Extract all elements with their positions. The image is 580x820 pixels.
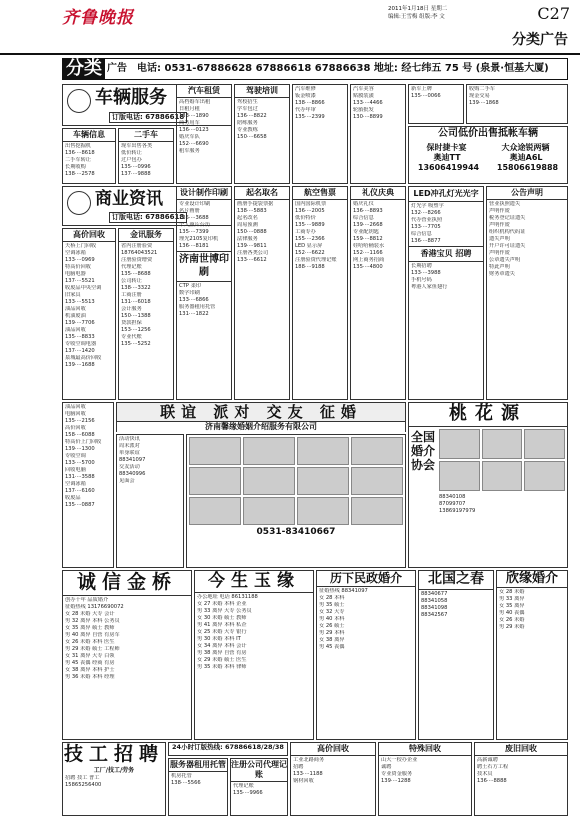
services-text: 婚庆礼仪 136····8893 综合信息 139····2668 专业配钥匙 159····8812 娃哈哈桶装水 152····1166 网上商务招商 135····4800: [353, 201, 385, 270]
company-heading: 公告声明: [487, 187, 567, 200]
car-icon: [67, 89, 91, 113]
editor-credit: 编辑:王雪梅 组版:李 文: [388, 14, 445, 20]
section-title: 分类广告: [512, 32, 568, 48]
page-number: C27: [537, 4, 570, 23]
happy-text: 女 28 未婚 男 33 离异 女 35 离异 男 40 丧偶 女 26 未婚 男 29 未婚: [499, 589, 525, 631]
air-ticket-col: [292, 186, 348, 400]
masthead: [0, 0, 580, 55]
north-title: 北国之春: [419, 571, 493, 590]
car-rental-col: [176, 84, 232, 184]
profile-photo: [189, 497, 241, 525]
profile-photo: [439, 461, 480, 491]
vehicle-misc-text-3: 新车上牌 135····0066: [411, 86, 441, 99]
vehicle-misc-text-1: 汽车维修 钣金喷漆 138····8866 代办年审 135····2399: [295, 86, 325, 120]
happy-col: [496, 570, 568, 740]
north-text: 88340677 88341058 88341098 88342567: [421, 590, 448, 618]
recycle-text: 天桥上门回收 空调冰箱 133····0969 特高价回收 电脑电器 137····5521 收废品中央空调 旧家具 133····5513 油品回收 机油废油 139····7706 油品回收 135····8833 专收空调电器 137····1420 泉城最高价回收 139····1688: [65, 243, 102, 368]
job-col-4-title: 特殊回收: [379, 743, 471, 756]
profile-photo: [243, 467, 295, 495]
dating-profiles: [186, 434, 406, 568]
issue-date: 2011年1月18日 星期二: [388, 6, 448, 12]
water-ad-title: 香港宝贝 招聘: [409, 246, 483, 262]
job-col-2-text: 代理记账 135····9966: [233, 783, 263, 796]
dating-left-col: [62, 402, 114, 568]
profile-photo: [351, 437, 403, 465]
print-text: 专业设计印刷 名片画册 135····3688 个人照片台历 135····7399 理光2105复印机 136····8181: [179, 201, 219, 249]
dating-title: 联谊 派对 交友 征婚: [160, 403, 362, 421]
car-rental-heading: 汽车租赁: [177, 85, 231, 98]
profile-photo: [297, 437, 349, 465]
vehicle-misc-col-1: [292, 84, 348, 184]
jobs-header-box: [62, 742, 166, 816]
profile-photo: [482, 461, 523, 491]
vehicle-info-col: [62, 128, 116, 184]
profile-photo: [243, 437, 295, 465]
car-sale-model-d: 奥迪A6L: [509, 152, 543, 162]
job-col-2: [230, 758, 288, 816]
vehicle-misc-col-3: [408, 84, 464, 124]
xinjin-col: [62, 570, 192, 740]
naming-col: [234, 186, 290, 400]
jobs-text: 招聘 技工 普工 15865256400: [65, 775, 102, 789]
globe-icon: [67, 191, 91, 215]
naming-heading: 起名取名: [235, 187, 289, 200]
peach-text: 88340108 87099707 13869197979: [439, 493, 476, 514]
job-col-5-title: 废旧回收: [475, 743, 567, 756]
job-col-2-title: 注册公司代理记账: [231, 759, 287, 782]
job-col-4-text: 山大一校办企业 诚聘 专业资金服务 139····1288: [381, 757, 418, 784]
peach-title: 桃花源: [409, 403, 567, 427]
company-text: 营业执照遗失 声明作废 税务登记证遗失 声明作废 组织机构代码证 遗失声明 开户许可证遗失 声明作废 公章遗失声明 特此声明 财务章遗失: [489, 201, 526, 277]
dating-activity-col: [116, 434, 184, 568]
car-sale-phone-b: 15806619888: [496, 162, 559, 172]
water-ad-text: 长期招聘 133····3988 手机号码 粤港人家鱼翅行: [411, 263, 448, 290]
newspaper-logo: 齐鲁晚报: [62, 8, 134, 28]
profile-photo: [439, 429, 480, 459]
driving-heading: 驾驶培训: [235, 85, 289, 98]
happy-title: 欣缘婚介: [497, 571, 567, 588]
jobs-sub: 工厂/技工/劳务: [93, 766, 135, 774]
air-ticket-heading: 航空售票: [293, 187, 347, 200]
car-sale-title: 公司低价出售抵帐车辆: [438, 128, 538, 139]
jobs-hotline: [168, 742, 288, 756]
recycle-col: [62, 228, 116, 400]
job-col-1-text: 机房托管 138····5566: [171, 773, 201, 786]
job-col-3-text: 工业北路商务 招聘 133····1188 钢材回收: [293, 757, 325, 784]
finance-col: [118, 228, 174, 400]
profile-photo: [297, 467, 349, 495]
services-col: [350, 186, 406, 400]
banner-contact-info: 电话: 0531-67886628 67886618 67886638 地址: 经七纬五 75 号 (泉景·恒基大厦): [137, 62, 549, 74]
profile-photo: [524, 429, 565, 459]
job-col-5-text: 高薪诚聘 聘土石方工程 技术员 136····8888: [477, 757, 509, 784]
dating-banner: [116, 402, 406, 422]
print-col: [176, 186, 232, 400]
profile-photo: [243, 497, 295, 525]
xinjin-text: 创办十年 品质婚介 征婚热线 13176690072 女 28 未婚 大专 会计 男 32 离异 本科 公务员 女 35 离异 硕士 教师 男 40 离异 自营 有房车 女 26 未婚 本科 医生 男 29 未婚 硕士 工程师 女 31 离异 大专 白领 男 45 丧偶 经商 有房 女 38 离异 本科 护士 男 36 未婚 本科 经理: [65, 596, 124, 680]
used-car-text: 现车出售各类 低价转让 过户包办 135····0996 137····9888: [121, 143, 153, 177]
used-car-col: [118, 128, 174, 184]
banner-title-small: 广告: [107, 62, 127, 74]
job-col-1-title: 服务器租用托管: [169, 759, 227, 772]
car-sale-model-b: 大众途锐两辆: [501, 142, 550, 152]
profile-photo: [297, 497, 349, 525]
print-ad-title: 济南世博印刷: [177, 251, 231, 282]
profile-photo: [189, 467, 241, 495]
dating-left-text: 油品回收 电脑回收 135····2156 高价回收 158····6088 特高价上门回收 139····1300 专收空调 133····5700 回收电脑 131····3588 空调冰箱 137····6160 收废品 135····0887: [65, 404, 102, 508]
print-heading: 设计制作印刷: [177, 187, 231, 200]
job-col-3: [290, 742, 376, 816]
life-title: 今生玉缘: [195, 571, 313, 593]
dating-activity-text: 活动快讯 周末派对 单身联谊 88341097 交友活动 88340996 见面会: [119, 436, 146, 484]
jobs-hotline-text: 24小时订版热线: 67886618/28/38: [172, 743, 284, 751]
job-col-1: [168, 758, 228, 816]
banner-title-big: 分类: [63, 59, 105, 79]
life-col: [194, 570, 314, 740]
xinjin-title: 诚信金桥: [63, 571, 191, 596]
profile-photo: [351, 467, 403, 495]
job-col-5: [474, 742, 568, 816]
recycle-heading: 高价回收: [63, 229, 115, 242]
profile-photo: [351, 497, 403, 525]
air-ticket-text: 国内国际机票 136····2005 低价特价 135····9889 工商专办 155····2366 LED 显示屏 152····6622 注册验资代理记账 188····9188: [295, 201, 337, 270]
finance-heading: 金讯服务: [119, 229, 173, 242]
vehicle-info-text: 出售挖掘机 136····8618 二手车转让 长期收购 138····2578: [65, 143, 95, 177]
car-rental-text: 高档婚车出租 日租月租 133····1890 商务用车 136····0123 婚庆车队 152····6690 租车服务: [179, 99, 211, 154]
profile-photo: [189, 437, 241, 465]
car-sale-phone-a: 13606419944: [417, 162, 480, 172]
history-title: 历下民政婚介: [317, 571, 415, 587]
vehicle-misc-col-2: [350, 84, 406, 184]
dating-phone: 0531-83410667: [256, 527, 336, 537]
naming-text: 画册手提袋票据 138····5883 起名改名 周易预测 150····0888 法律服务 139····9811 注册各类公司 133····6612: [237, 201, 274, 263]
dating-subtitle: 济南馨缘婚姻介绍服务有限公司: [116, 422, 406, 432]
life-text: 办公地址 电话 86131188 女 27 未婚 本科 企业 男 33 离异 大专 公务员 女 30 未婚 硕士 教师 男 41 离异 本科 私企 女 25 未婚 大专 银行 男 30 未婚 本科 IT 女 34 离异 本科 会计 男 38 离异 自营 有房 女 29 未婚 硕士 医生 男 35 未婚 本科 律师: [197, 594, 258, 671]
company-col: [486, 186, 568, 400]
vehicle-misc-text-2: 汽车美容 贴膜装潢 133····4466 轮胎批发 130····8899: [353, 86, 383, 120]
driving-training-col: [234, 84, 290, 184]
fire-ad-title: LED冲孔灯光光字: [409, 187, 483, 202]
car-sale-model-c: 奥迪TT: [433, 152, 461, 162]
vehicle-phone: 订版电话: 67886618: [109, 112, 187, 123]
vehicle-title: 车辆服务: [95, 87, 167, 108]
profile-photo: [524, 461, 565, 491]
job-col-4: [378, 742, 472, 816]
car-sale-ad: [408, 126, 568, 184]
peach-col: [408, 402, 568, 568]
jobs-title: 技工招聘: [63, 743, 164, 765]
classified-banner: [62, 58, 568, 80]
fire-ad-text: 灯光字 吸塑字 132····8266 代办营业执照 133····7705 综合信息 136····8877: [411, 203, 444, 244]
car-sale-model-a: 保时捷卡宴: [426, 142, 467, 152]
services-heading: 礼仪庆典: [351, 187, 405, 200]
vehicle-info-heading: 车辆信息: [63, 129, 115, 142]
north-col: [418, 570, 494, 740]
fire-col: [408, 186, 484, 400]
job-col-3-title: 高价回收: [291, 743, 375, 756]
driving-text: 驾校招生 学车包过 136····8822 陪练服务 专业教练 150····6658: [237, 99, 267, 140]
commerce-phone: 订版电话: 67886618: [109, 212, 187, 223]
history-col: [316, 570, 416, 740]
commerce-title: 商业资讯: [95, 189, 163, 209]
vehicle-misc-col-4: [466, 84, 568, 124]
finance-text: 省内注册验资 18764043521 注册验资增资 代理记账 135····8688 公司转让 138····3322 工商注册 131····6018 会计服务 150····1388 贷款担保 153····1256 专业代账 135····5252: [121, 243, 158, 347]
vehicle-misc-text-4: 收购二手车 现金交易 139····1868: [469, 86, 499, 106]
history-text: 征婚热线 88341097 女 28 本科 男 35 硕士 女 32 大专 男 40 本科 女 26 硕士 男 29 本科 女 38 离异 男 45 丧偶: [319, 588, 368, 650]
profile-photo: [482, 429, 523, 459]
peach-vertical-text: 全国婚介协会: [410, 429, 435, 472]
used-car-heading: 二手车: [119, 129, 173, 142]
print-ad-text: CTP 柔印 数字印刷 133····6866 服务器租用托管 131····1822: [179, 283, 216, 317]
